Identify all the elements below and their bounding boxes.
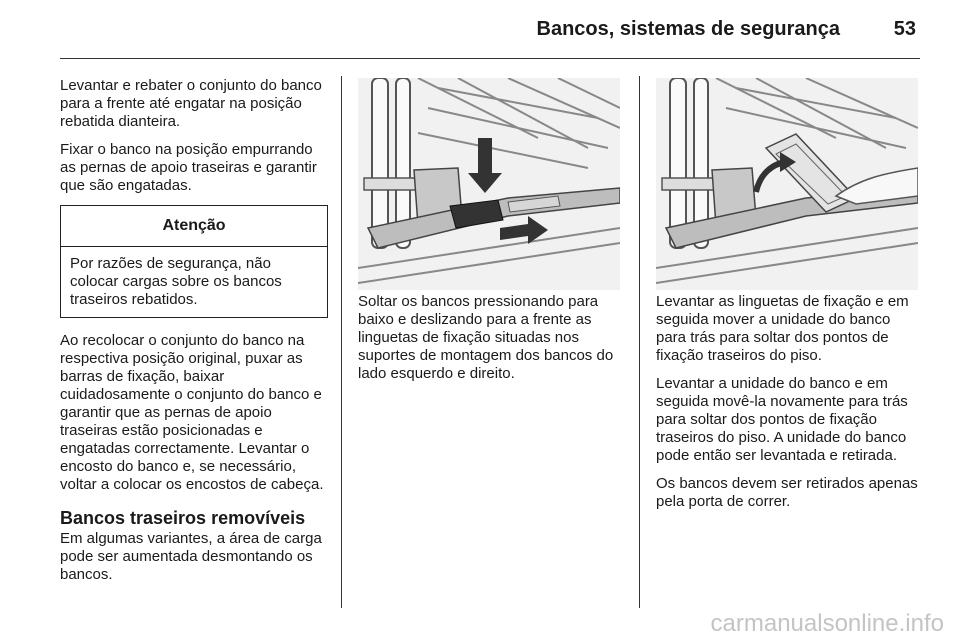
section-heading-removable-seats: Bancos traseiros removíveis [60, 508, 306, 528]
header-rule [60, 58, 920, 59]
column-2 [358, 293, 620, 393]
column-divider-2 [639, 76, 640, 608]
paragraph-remove-seat: Levantar a unidade do banco e em seguida movê-la novamente para trás para soltar dos pontos de fixação traseiros do piso. A unidade do banco pode então ser levantada e retirada. [656, 375, 908, 464]
illustration-lift-latches [656, 78, 918, 290]
warning-title: Atenção [61, 206, 327, 247]
page-number: 53 [893, 18, 916, 40]
caption-release-latches: Soltar os bancos pressionando para baixo e deslizando para a frente as linguetas de fixação situadas nos suportes de montagem dos bancos do lado esquerdo e direito. [358, 293, 614, 382]
page-header-title: Bancos, sistemas de segurança [536, 18, 840, 40]
column-1 [60, 77, 328, 594]
column-3 [656, 293, 922, 521]
paragraph-restore-seat: Ao recolocar o conjunto do banco na respectiva posição original, puxar as barras de fixação, baixar cuidadosamente o conjunto do banco e garantir que as pernas de apoio traseiras estão posicionadas e engatadas correctamente. Levantar o encosto do banco e, se necessário, voltar a colocar os encostos de cabeça. [60, 332, 324, 493]
column-divider-1 [341, 76, 342, 608]
warning-text: Por razões de segurança, não colocar cargas sobre os bancos traseiros rebatidos. [70, 255, 282, 308]
paragraph-fold-seat: Levantar e rebater o conjunto do banco para a frente até engatar na posição rebatida dianteira. [60, 77, 322, 130]
illustration-release-latches [358, 78, 620, 290]
paragraph-lift-latches: Levantar as linguetas de fixação e em seguida mover a unidade do banco para trás para soltar dos pontos de fixação traseiros do piso. [656, 293, 909, 364]
paragraph-sliding-door: Os bancos devem ser retirados apenas pela porta de correr. [656, 475, 918, 510]
paragraph-fix-seat: Fixar o banco na posição empurrando as pernas de apoio traseiras e garantir que são engatadas. [60, 141, 317, 194]
watermark-text: carmanualsonline.info [710, 610, 944, 637]
warning-box [60, 205, 328, 318]
paragraph-removable-seats: Em algumas variantes, a área de carga pode ser aumentada desmontando os bancos. [60, 530, 322, 583]
